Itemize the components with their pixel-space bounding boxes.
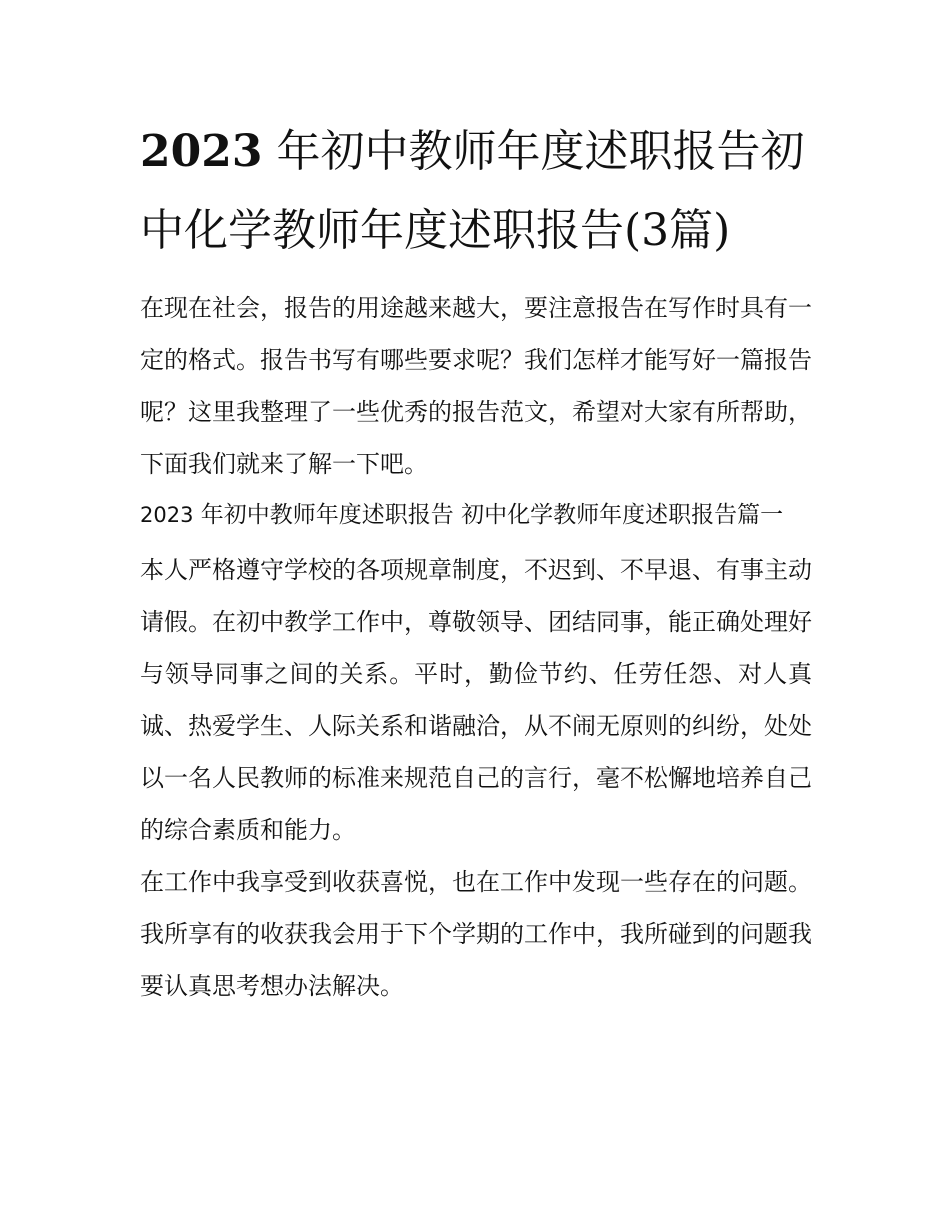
body-paragraph-1: 本人严格遵守学校的各项规章制度，不迟到、不早退、有事主动请假。在初中教学工作中，尊敬领导、团结同事，能正确处理好与领导同事之间的关系。平时，勤俭节约、任劳任怨、对人真诚、热爱学生、人际关系和谐融洽，从不闹无原则的纠纷，处处以一名人民教师的标准来规范自己的言行，毫不松懈地培养自己的综合素质和能力。 (140, 556, 812, 844)
document-title (140, 112, 812, 270)
section-heading-block (140, 492, 812, 538)
title-year: 2023 (140, 126, 263, 177)
section-heading-text: 年初中教师年度述职报告 初中化学教师年度述职报告篇一 (193, 502, 784, 528)
section-heading (140, 492, 812, 538)
section-heading-year: 2023 (140, 503, 194, 527)
body-paragraph-2: 在工作中我享受到收获喜悦，也在工作中发现一些存在的问题。我所享有的收获我会用于下个学期的工作中，我所碰到的问题我要认真思考想办法解决。 (140, 868, 812, 1000)
intro-paragraph: 在现在社会，报告的用途越来越大，要注意报告在写作时具有一定的格式。报告书写有哪些要求呢？我们怎样才能写好一篇报告呢？这里我整理了一些优秀的报告范文，希望对大家有所帮助，下面我们就来了解一下吧。 (140, 294, 812, 478)
title-text: 年初中教师年度述职报告初中化学教师年度述职报告(3篇) (140, 126, 805, 256)
document-page (140, 112, 812, 1012)
